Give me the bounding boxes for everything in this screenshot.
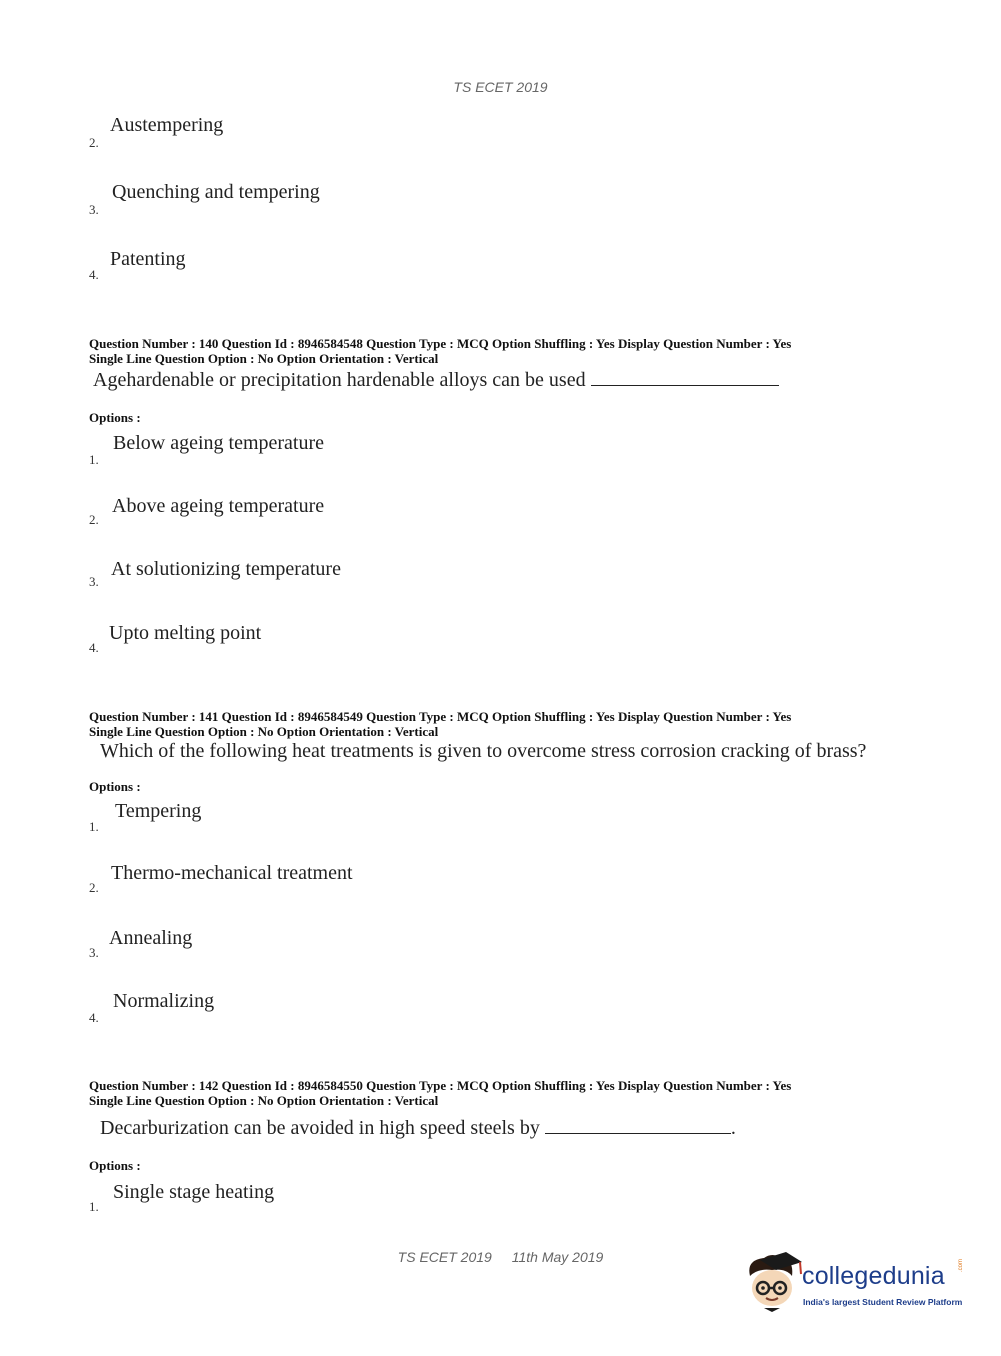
option-number: 2. xyxy=(89,135,99,150)
question-text-body: Decarburization can be avoided in high speed steels by xyxy=(100,1117,540,1139)
option-number: 3. xyxy=(89,202,99,217)
option-text: Below ageing temperature xyxy=(113,432,325,454)
question-meta xyxy=(89,1078,791,1108)
question-meta-line2: Single Line Question Option : No Option Orientation : Vertical xyxy=(89,351,439,366)
option-text: Patenting xyxy=(110,248,186,270)
question-text xyxy=(100,1117,736,1140)
option-text: Single stage heating xyxy=(113,1181,275,1203)
answer-blank xyxy=(545,1132,731,1134)
footer-exam: TS ECET 2019 xyxy=(397,1249,492,1265)
options-label: Options : xyxy=(89,779,141,794)
option-number: 2. xyxy=(89,880,99,895)
question-meta xyxy=(89,336,791,366)
question-text: Which of the following heat treatments is given to overcome stress corrosion cracking of brass? xyxy=(100,740,867,762)
question-text-end: . xyxy=(730,1117,736,1139)
option-number: 4. xyxy=(89,640,99,655)
option-number: 4. xyxy=(89,1010,99,1025)
option-number: 1. xyxy=(89,1199,99,1214)
option-number: 2. xyxy=(89,512,99,527)
logo-suffix: .com xyxy=(958,1258,964,1272)
option-text: Annealing xyxy=(109,927,193,949)
question-meta-line1: Question Number : 142 Question Id : 8946584550 Question Type : MCQ Option Shuffling : Yes Display Question Number : Yes xyxy=(89,1078,792,1093)
option-number: 1. xyxy=(89,819,99,834)
options-label: Options : xyxy=(89,410,141,425)
footer-date: 11th May 2019 xyxy=(511,1249,604,1265)
question-meta-line1: Question Number : 141 Question Id : 8946584549 Question Type : MCQ Option Shuffling : Yes Display Question Number : Yes xyxy=(89,709,792,724)
page-header: TS ECET 2019 xyxy=(453,79,548,95)
option-text: Thermo-mechanical treatment xyxy=(111,862,353,884)
question-meta xyxy=(89,709,791,739)
logo-wordmark: collegedunia xyxy=(802,1262,945,1290)
option-number: 4. xyxy=(89,267,99,282)
question-text-body: Agehardenable or precipitation hardenable alloys can be used xyxy=(93,369,586,391)
option-number: 3. xyxy=(89,945,99,960)
option-text: Upto melting point xyxy=(109,622,262,644)
answer-blank xyxy=(591,384,779,386)
question-meta-line2: Single Line Question Option : No Option Orientation : Vertical xyxy=(89,1093,439,1108)
options-label: Options : xyxy=(89,1158,141,1173)
option-text: Normalizing xyxy=(113,990,215,1012)
option-text: At solutionizing temperature xyxy=(111,558,341,580)
option-text: Tempering xyxy=(115,800,202,822)
option-text: Above ageing temperature xyxy=(112,495,325,517)
option-text: Austempering xyxy=(110,114,224,136)
option-number: 1. xyxy=(89,452,99,467)
question-meta-line1: Question Number : 140 Question Id : 8946584548 Question Type : MCQ Option Shuffling : Yes Display Question Number : Yes xyxy=(89,336,792,351)
option-text: Quenching and tempering xyxy=(112,181,320,203)
student-mascot-icon xyxy=(742,1250,804,1314)
logo-tagline: India's largest Student Review Platform xyxy=(803,1297,963,1307)
question-text xyxy=(93,369,779,392)
option-number: 3. xyxy=(89,574,99,589)
question-meta-line2: Single Line Question Option : No Option Orientation : Vertical xyxy=(89,724,439,739)
